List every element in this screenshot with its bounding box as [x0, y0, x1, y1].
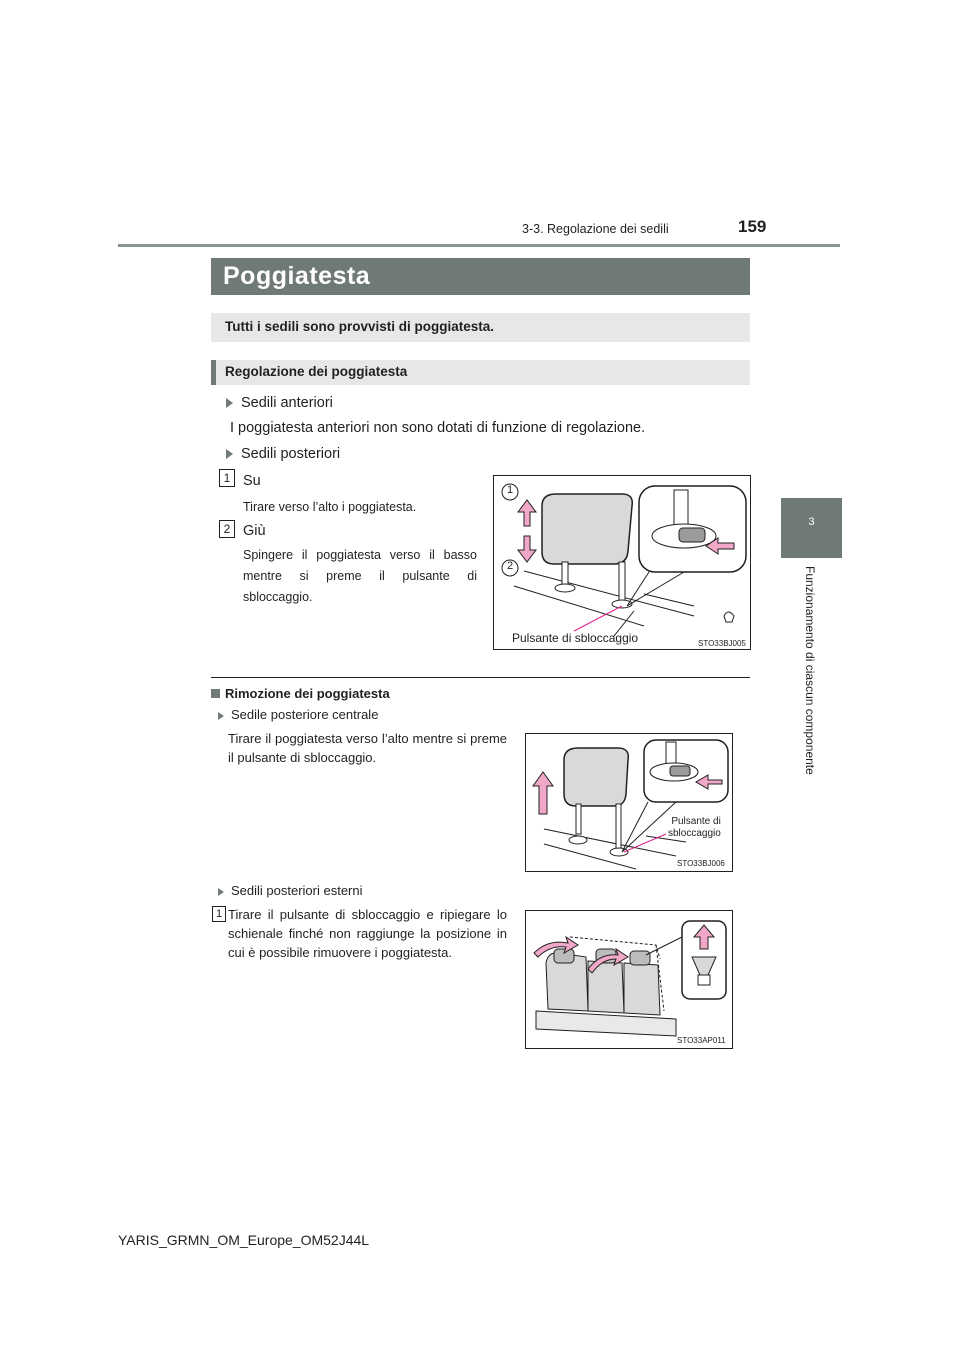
center-headrest-illustration	[526, 734, 732, 871]
removal-heading	[211, 686, 390, 701]
step-2-number: 2	[219, 520, 235, 538]
front-seats-text: I poggiatesta anteriori non sono dotati di funzione di regolazione.	[230, 420, 646, 436]
page-title: Poggiatesta	[223, 262, 371, 290]
rear-bench-illustration	[526, 911, 732, 1048]
square-bullet-icon	[211, 689, 220, 698]
front-seats-item	[226, 395, 333, 411]
outer-seats-label: Sedili posteriori esterni	[231, 883, 363, 898]
triangle-bullet-icon	[226, 449, 233, 459]
figure-code: STO33AP011	[677, 1036, 726, 1045]
front-seats-label: Sedili anteriori	[241, 395, 333, 411]
center-seat-item	[218, 707, 378, 722]
running-header-section: 3-3. Regolazione dei sedili	[522, 222, 669, 236]
callout-2: 2	[506, 560, 514, 572]
heading-accent-bar	[211, 360, 216, 385]
outer-step-number: 1	[212, 906, 226, 922]
outer-seats-item	[218, 883, 363, 898]
chapter-number: 3	[808, 516, 815, 528]
label-line-1: Pulsante di	[671, 816, 721, 827]
step-2-title: Giù	[243, 523, 266, 539]
figure-code: STO33BJ006	[677, 859, 725, 868]
document-code-footer: YARIS_GRMN_OM_Europe_OM52J44L	[118, 1232, 370, 1248]
outer-seats-text: Tirare il pulsante di sbloccaggio e ripiegare lo schienale finché non raggiunge la posizione in cui è possibile rimuovere i poggiatesta.	[228, 907, 507, 960]
headrest-adjust-illustration	[494, 476, 750, 649]
release-button-label	[664, 816, 721, 840]
rear-seats-label: Sedili posteriori	[241, 446, 341, 462]
chapter-label: Funzionamento di ciascun componente	[803, 566, 817, 775]
step-2-desc: Spingere il poggiatesta verso il basso mentre si preme il pulsante di sbloccaggio.	[243, 548, 477, 604]
label-line-2: sbloccaggio	[668, 828, 721, 839]
intro-box	[211, 313, 750, 342]
figure-headrest-adjust	[493, 475, 751, 650]
figure-center-headrest	[525, 733, 733, 872]
header-divider	[118, 244, 840, 247]
page-number: 159	[738, 217, 767, 236]
triangle-bullet-icon	[218, 712, 224, 720]
section-divider	[211, 677, 750, 678]
removal-heading-text: Rimozione dei poggiatesta	[225, 686, 390, 701]
triangle-bullet-icon	[226, 398, 233, 408]
figure-code: STO33BJ005	[698, 639, 746, 648]
step-1-number: 1	[219, 469, 235, 487]
section-heading-box	[211, 360, 750, 385]
page-title-bar	[211, 258, 750, 295]
figure-outer-seats	[525, 910, 733, 1049]
triangle-bullet-icon	[218, 888, 224, 896]
rear-seats-item	[226, 446, 340, 462]
intro-text: Tutti i sedili sono provvisti di poggiatesta.	[225, 319, 495, 334]
callout-1: 1	[506, 484, 514, 496]
step-1-title: Su	[243, 473, 261, 489]
step-1-desc: Tirare verso l’alto i poggiatesta.	[243, 500, 417, 514]
center-seat-label: Sedile posteriore centrale	[231, 707, 379, 722]
center-seat-text: Tirare il poggiatesta verso l’alto mentre si preme il pulsante di sbloccaggio.	[228, 731, 507, 765]
section-heading: Regolazione dei poggiatesta	[225, 364, 408, 379]
release-button-label: Pulsante di sbloccaggio	[512, 631, 639, 645]
